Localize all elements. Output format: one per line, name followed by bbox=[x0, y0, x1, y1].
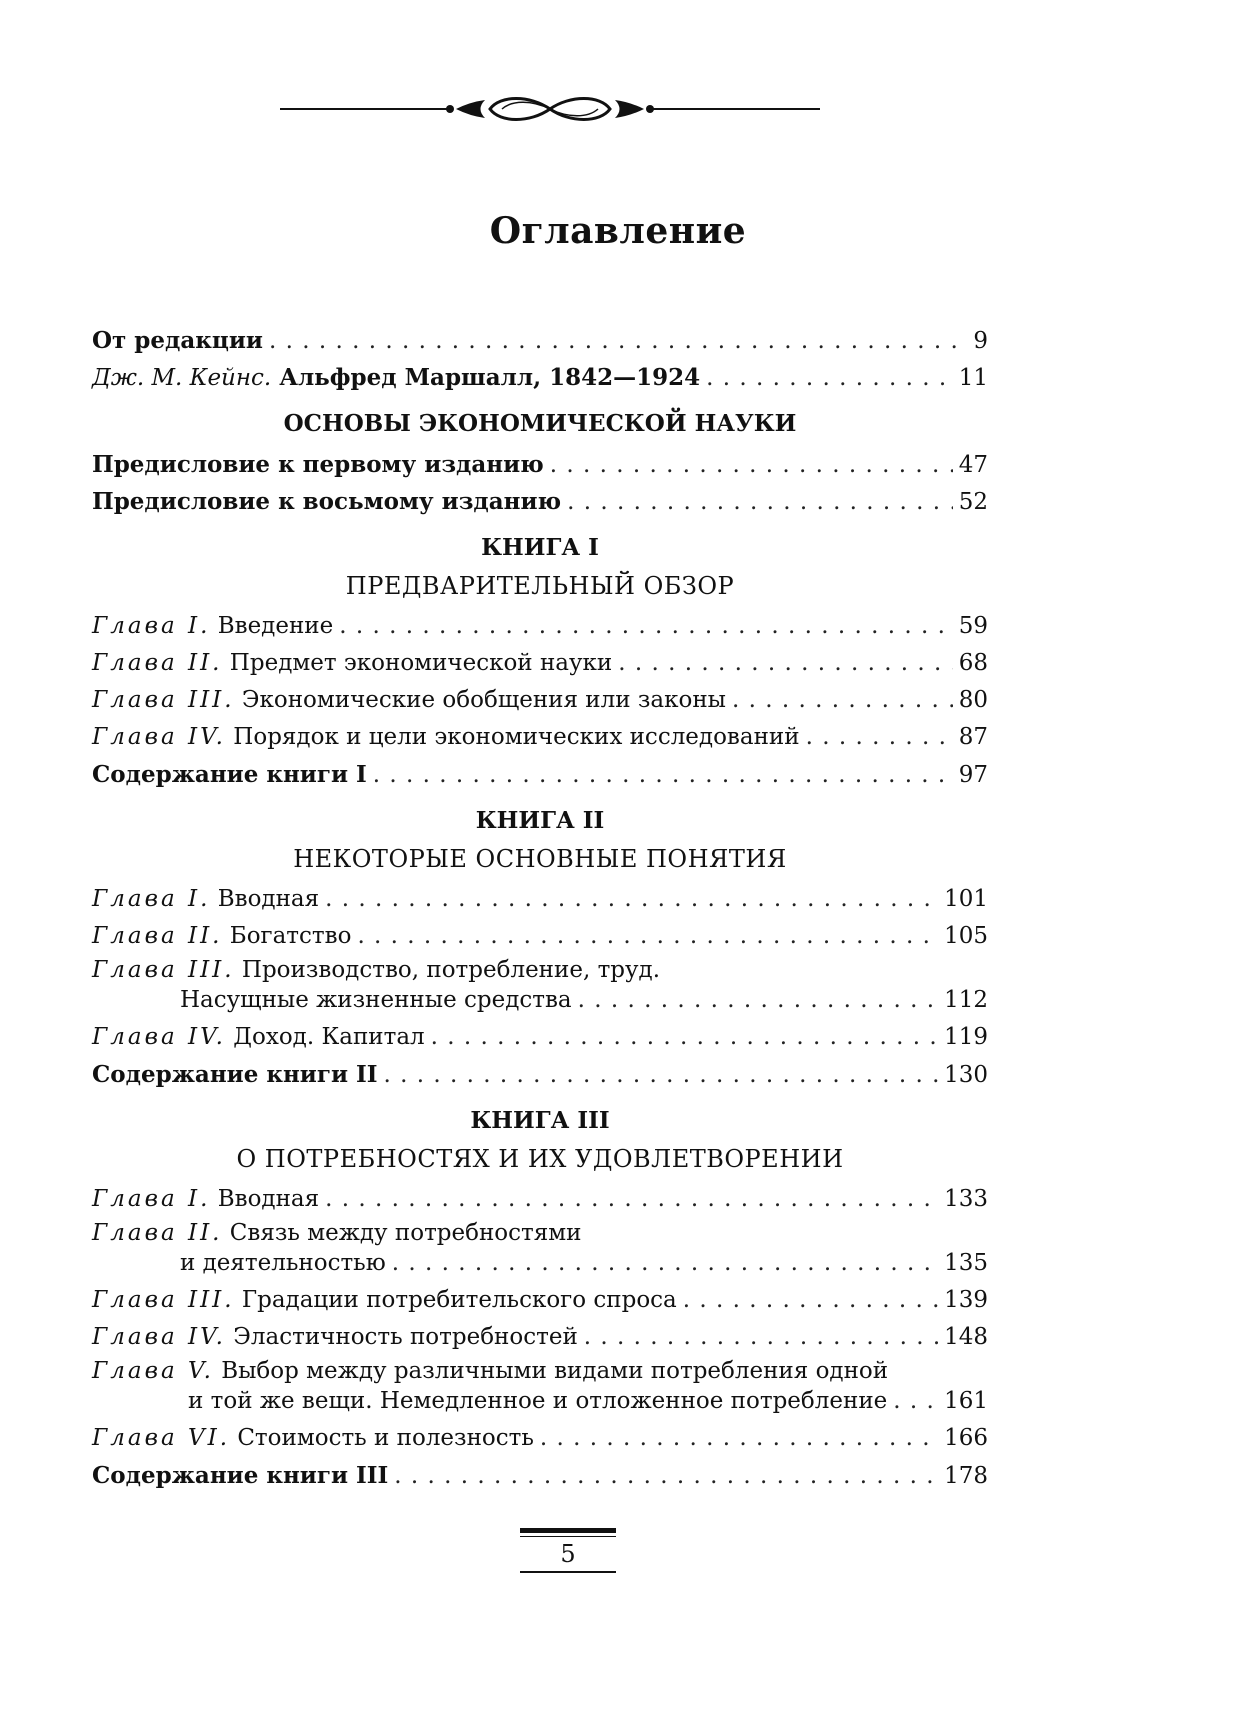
toc-page-number: 119 bbox=[944, 1024, 988, 1050]
toc-page-number: 135 bbox=[944, 1250, 988, 1276]
toc-entry-label: Содержание книги III bbox=[92, 1462, 389, 1489]
chapter-prefix: Глава III. bbox=[92, 957, 235, 983]
toc-page-number: 105 bbox=[944, 923, 988, 949]
toc-page-number: 47 bbox=[958, 452, 988, 478]
toc-entry-label: Выбор между различными видами потребления одной bbox=[213, 1358, 889, 1384]
book-title: О ПОТРЕБНОСТЯХ И ИХ УДОВЛЕТВОРЕНИИ bbox=[236, 1145, 844, 1173]
toc-entry-label: Порядок и цели экономических исследований bbox=[225, 724, 800, 750]
toc-entry-chapter[interactable] bbox=[92, 719, 988, 756]
toc-entry-label: Доход. Капитал bbox=[225, 1024, 425, 1050]
dot-leader bbox=[706, 360, 953, 397]
toc-entry-chapter[interactable] bbox=[92, 682, 988, 719]
toc-page-number: 59 bbox=[958, 613, 988, 639]
toc-page-number: 80 bbox=[958, 687, 988, 713]
chapter-prefix: Глава IV. bbox=[92, 1024, 226, 1050]
chapter-prefix: Глава III. bbox=[92, 1287, 235, 1313]
chapter-prefix: Глава VI. bbox=[92, 1425, 231, 1451]
toc-page-number: 68 bbox=[958, 650, 988, 676]
toc-entry-label: Предисловие к первому изданию bbox=[92, 451, 544, 478]
dot-leader bbox=[269, 323, 967, 360]
toc-entry-label: Содержание книги I bbox=[92, 761, 367, 788]
chapter-prefix: Глава I. bbox=[92, 886, 211, 912]
toc-entry-label: Богатство bbox=[222, 923, 352, 949]
toc-entry-author: Дж. М. Кейнс. bbox=[92, 365, 272, 391]
page-footer bbox=[520, 1528, 616, 1573]
book-title: НЕКОТОРЫЕ ОСНОВНЫЕ ПОНЯТИЯ bbox=[293, 845, 787, 873]
toc-entry-label: Введение bbox=[210, 613, 334, 639]
dot-leader bbox=[584, 1319, 938, 1356]
dot-leader bbox=[683, 1282, 938, 1319]
dot-leader bbox=[893, 1386, 938, 1416]
toc-entry-label: Связь между потребностями bbox=[222, 1220, 582, 1246]
toc-entry-label: Вводная bbox=[210, 1186, 320, 1212]
dot-leader bbox=[394, 1458, 938, 1495]
toc-entry-label: Стоимость и полезность bbox=[230, 1425, 534, 1451]
chapter-prefix: Глава II. bbox=[92, 1220, 223, 1246]
dot-leader bbox=[392, 1248, 938, 1278]
toc-entry-label: Эластичность потребностей bbox=[225, 1324, 578, 1350]
toc-page-number: 166 bbox=[944, 1425, 988, 1451]
toc-entry-chapter[interactable] bbox=[92, 881, 988, 918]
toc-entry-label: Градации потребительского спроса bbox=[234, 1287, 677, 1313]
toc-entry-chapter[interactable] bbox=[92, 1420, 988, 1457]
toc-page-number: 101 bbox=[944, 886, 988, 912]
toc-entry-label: Альфред Маршалл, 1842—1924 bbox=[271, 364, 701, 391]
toc-entry-label: Содержание книги II bbox=[92, 1061, 378, 1088]
toc-page-number: 97 bbox=[958, 762, 988, 788]
dot-leader bbox=[806, 719, 953, 756]
toc-page-number: 139 bbox=[944, 1287, 988, 1313]
chapter-prefix: Глава II. bbox=[92, 923, 223, 949]
toc-page-number: 130 bbox=[944, 1062, 988, 1088]
toc-entry-label: От редакции bbox=[92, 327, 263, 354]
dot-leader bbox=[618, 645, 952, 682]
dot-leader bbox=[550, 447, 953, 484]
footer-rule-bottom bbox=[520, 1571, 616, 1573]
toc-page-number: 178 bbox=[944, 1463, 988, 1489]
section-heading: ОСНОВЫ ЭКОНОМИЧЕСКОЙ НАУКИ bbox=[283, 410, 797, 437]
toc-entry-preface-first[interactable] bbox=[92, 446, 988, 483]
toc-entry-chapter[interactable] bbox=[92, 1356, 988, 1420]
toc-entry-keynes[interactable] bbox=[92, 359, 988, 396]
toc-entry-label: Предмет экономической науки bbox=[222, 650, 613, 676]
page-title: Оглавление bbox=[489, 210, 747, 252]
toc-entry-chapter[interactable] bbox=[92, 1282, 988, 1319]
toc-page-number: 161 bbox=[944, 1388, 988, 1414]
book-number: КНИГА II bbox=[475, 807, 605, 834]
book-number: КНИГА III bbox=[470, 1107, 610, 1134]
toc-page-number: 11 bbox=[958, 365, 988, 391]
chapter-prefix: Глава I. bbox=[92, 613, 211, 639]
book-number: КНИГА I bbox=[481, 534, 599, 561]
toc-entry-label: Экономические обобщения или законы bbox=[234, 687, 726, 713]
toc-page-number: 148 bbox=[944, 1324, 988, 1350]
chapter-prefix: Глава IV. bbox=[92, 724, 226, 750]
toc-entry-preface-eighth[interactable] bbox=[92, 483, 988, 520]
toc-entry-chapter[interactable] bbox=[92, 955, 988, 1019]
toc-entry-book-contents[interactable] bbox=[92, 1056, 988, 1093]
book-title: ПРЕДВАРИТЕЛЬНЫЙ ОБЗОР bbox=[345, 572, 735, 600]
toc-entry-book-contents[interactable] bbox=[92, 1457, 988, 1494]
dot-leader bbox=[325, 1181, 938, 1218]
toc-page-number: 133 bbox=[944, 1186, 988, 1212]
toc-entry-label: Предисловие к восьмому изданию bbox=[92, 488, 562, 515]
chapter-prefix: Глава II. bbox=[92, 650, 223, 676]
chapter-prefix: Глава III. bbox=[92, 687, 235, 713]
toc-page-number: 87 bbox=[958, 724, 988, 750]
dot-leader bbox=[357, 918, 938, 955]
toc-entry-label-continued: Насущные жизненные средства bbox=[180, 987, 572, 1013]
dot-leader bbox=[567, 484, 953, 521]
toc-entry-chapter[interactable] bbox=[92, 1019, 988, 1056]
toc-page-number: 52 bbox=[958, 489, 988, 515]
toc-entry-editorial[interactable] bbox=[92, 322, 988, 359]
toc-entry-label-continued: и той же вещи. Немедленное и отложенное потребление bbox=[188, 1388, 888, 1414]
toc-entry-label: Производство, потребление, труд. bbox=[234, 957, 661, 983]
dot-leader bbox=[578, 985, 938, 1015]
dot-leader bbox=[384, 1057, 939, 1094]
dot-leader bbox=[325, 881, 938, 918]
dot-leader bbox=[373, 757, 953, 794]
toc-page-number: 112 bbox=[944, 987, 988, 1013]
toc-entry-label-continued: и деятельностью bbox=[180, 1250, 386, 1276]
toc-entry-chapter[interactable] bbox=[92, 1319, 988, 1356]
dot-leader bbox=[540, 1420, 938, 1457]
toc-entry-chapter[interactable] bbox=[92, 1218, 988, 1282]
chapter-prefix: Глава IV. bbox=[92, 1324, 226, 1350]
header-ornament bbox=[280, 92, 820, 126]
toc-page-number: 9 bbox=[973, 328, 988, 354]
chapter-prefix: Глава V. bbox=[92, 1358, 214, 1384]
dot-leader bbox=[431, 1019, 938, 1056]
toc-entry-chapter[interactable] bbox=[92, 918, 988, 955]
toc-entry-chapter[interactable] bbox=[92, 645, 988, 682]
dot-leader bbox=[339, 608, 952, 645]
toc-entry-book-contents[interactable] bbox=[92, 756, 988, 793]
footer-rule-thick bbox=[520, 1528, 616, 1533]
page-number: 5 bbox=[560, 1540, 576, 1568]
toc-entry-chapter[interactable] bbox=[92, 1181, 988, 1218]
toc-entry-chapter[interactable] bbox=[92, 608, 988, 645]
toc-entry-label: Вводная bbox=[210, 886, 320, 912]
dot-leader bbox=[732, 682, 953, 719]
chapter-prefix: Глава I. bbox=[92, 1186, 211, 1212]
table-of-contents bbox=[92, 322, 988, 1494]
